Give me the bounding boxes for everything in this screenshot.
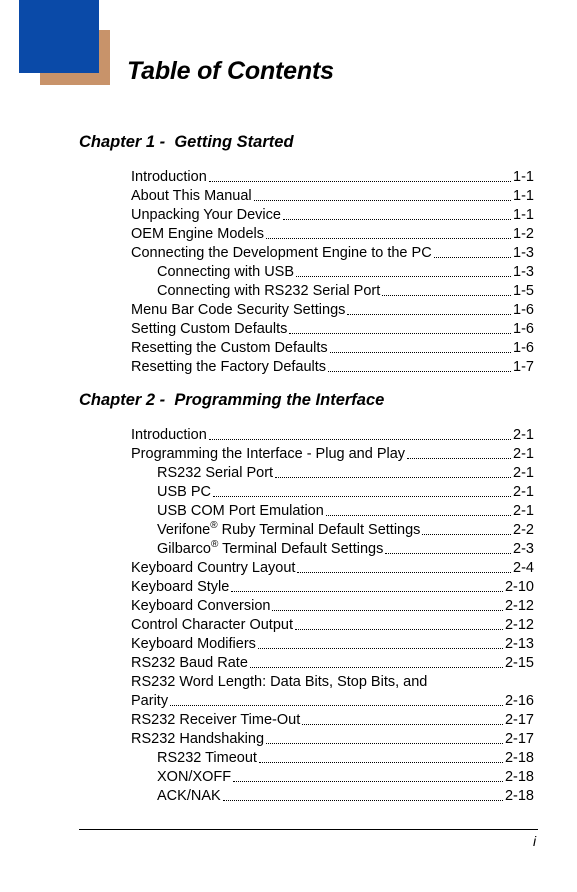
- toc-entry-label-text: RS232 Serial Port: [157, 465, 274, 481]
- toc-entry[interactable]: [131, 225, 534, 244]
- dot-leader: [209, 181, 511, 182]
- toc-entry-label: [157, 502, 324, 521]
- toc-entry-label-text: Menu Bar Code Security Settings: [131, 302, 346, 318]
- dot-leader: [223, 800, 503, 801]
- toc-entry-label-text: ACK/NAK: [157, 788, 221, 804]
- toc-entry-label-text: Connecting the Development Engine to the PC: [131, 245, 432, 261]
- toc-entry[interactable]: [131, 502, 534, 521]
- toc-entry-label-text: Keyboard Conversion: [131, 598, 271, 614]
- toc-entry-label-text: XON/XOFF: [157, 769, 232, 785]
- toc-entry[interactable]: [131, 320, 534, 339]
- toc-entry-label-text: Introduction: [131, 427, 207, 443]
- toc-entry-label: [157, 787, 221, 806]
- dot-leader: [258, 648, 503, 649]
- toc-entry-page: 2-18: [504, 769, 534, 785]
- toc-entry[interactable]: [131, 749, 534, 768]
- toc-entry[interactable]: [131, 206, 534, 225]
- toc-entry-page: 1-5: [513, 283, 534, 299]
- toc-entry-page: 1-1: [513, 188, 534, 204]
- dot-leader: [272, 610, 503, 611]
- page-number: i: [533, 833, 537, 849]
- toc-entry-label-text: Connecting with USB: [157, 264, 295, 280]
- toc-entry-label: [131, 244, 432, 263]
- toc-entry-label: [131, 578, 229, 597]
- dot-leader: [295, 629, 503, 630]
- toc-entry-label-text: Gilbarco: [157, 541, 211, 557]
- toc-entry-label: [131, 187, 252, 206]
- toc-entry[interactable]: [131, 339, 534, 358]
- toc-entry-label-text: RS232 Baud Rate: [131, 655, 248, 671]
- toc-entry-label-text: Control Character Output: [131, 617, 293, 633]
- toc-entry-page: 2-1: [513, 465, 534, 481]
- toc-entry-label-text: Keyboard Style: [131, 579, 230, 595]
- toc-entry-page: 2-17: [504, 712, 534, 728]
- toc-entry-page: 1-6: [513, 340, 534, 356]
- chapter-1-heading: Chapter 1 - Getting Started: [79, 133, 294, 151]
- dot-leader: [231, 591, 503, 592]
- toc-entry-label-text: RS232 Handshaking: [131, 731, 265, 747]
- dot-leader: [347, 314, 511, 315]
- toc-entry-page: 2-13: [504, 636, 534, 652]
- dot-leader: [213, 496, 511, 497]
- toc-entry-label: [131, 168, 207, 187]
- toc-entry-page: 2-15: [504, 655, 534, 671]
- toc-entry-label: [157, 749, 257, 768]
- toc-entry-label-text: Unpacking Your Device: [131, 207, 281, 223]
- toc-entry-label-text: Programming the Interface - Plug and Play: [131, 446, 406, 462]
- toc-entry-page: 1-3: [513, 245, 534, 261]
- toc-entry-label: [131, 559, 295, 578]
- toc-entry[interactable]: [131, 635, 534, 654]
- dot-leader: [328, 371, 511, 372]
- toc-entry-page: 2-1: [513, 484, 534, 500]
- toc-entry-label: [157, 768, 231, 787]
- toc-entry-label: [131, 635, 256, 654]
- toc-entry-page: 2-16: [504, 693, 534, 709]
- toc-entry-label: [131, 206, 281, 225]
- toc-entry-page: 1-2: [513, 226, 534, 242]
- toc-entry-page: 1-6: [513, 302, 534, 318]
- toc-entry-label-text: Setting Custom Defaults: [131, 321, 288, 337]
- toc-entry-page: 1-1: [513, 207, 534, 223]
- toc-entry-label-text: Terminal Default Settings: [218, 541, 384, 557]
- toc-entry-label: [157, 540, 383, 559]
- dot-leader: [266, 238, 511, 239]
- toc-entry-label: [131, 673, 534, 692]
- toc-entry-label: [157, 521, 420, 540]
- toc-entry-label: [131, 445, 405, 464]
- dot-leader: [407, 458, 511, 459]
- toc-entry[interactable]: [131, 768, 534, 787]
- dot-leader: [266, 743, 503, 744]
- toc-entry[interactable]: [131, 358, 534, 377]
- toc-entry-label-text: Ruby Terminal Default Settings: [217, 522, 421, 538]
- toc-entry-page: 2-18: [504, 788, 534, 804]
- toc-entry-label-text: Resetting the Factory Defaults: [131, 359, 327, 375]
- toc-entry[interactable]: [131, 578, 534, 597]
- dot-leader: [250, 667, 503, 668]
- toc-entry-label-text: Connecting with RS232 Serial Port: [157, 283, 381, 299]
- toc-entry-label-text: RS232 Timeout: [157, 750, 257, 766]
- chapter-1-entries: [131, 168, 534, 377]
- toc-entry-page: 2-12: [504, 617, 534, 633]
- toc-entry-label: [157, 483, 211, 502]
- toc-entry-label-text: Keyboard Modifiers: [131, 636, 256, 652]
- toc-entry-page: 2-1: [513, 446, 534, 462]
- toc-entry[interactable]: [131, 730, 534, 749]
- toc-entry[interactable]: [131, 168, 534, 187]
- toc-entry[interactable]: [131, 244, 534, 263]
- toc-entry-label-text: RS232 Receiver Time-Out: [131, 712, 301, 728]
- toc-entry[interactable]: [131, 187, 534, 206]
- toc-entry-label: [131, 426, 207, 445]
- dot-leader: [326, 515, 511, 516]
- toc-entry-page: 2-3: [513, 541, 534, 557]
- toc-entry-label: [131, 616, 293, 635]
- toc-entry-page: 2-2: [513, 522, 534, 538]
- toc-entry[interactable]: [131, 464, 534, 483]
- toc-entry-page: 2-10: [504, 579, 534, 595]
- toc-entry-label-text: Introduction: [131, 169, 207, 185]
- toc-entry-label: [131, 692, 168, 711]
- dot-leader: [302, 724, 503, 725]
- dot-leader: [275, 477, 511, 478]
- footer-divider: [79, 829, 538, 830]
- toc-entry[interactable]: [131, 673, 534, 692]
- toc-entry[interactable]: [131, 445, 534, 464]
- toc-entry-label: [157, 282, 380, 301]
- dot-leader: [233, 781, 503, 782]
- dot-leader: [385, 553, 511, 554]
- toc-entry-page: 2-1: [513, 427, 534, 443]
- corner-logo-blocks: [0, 0, 110, 90]
- toc-entry-label: [131, 320, 287, 339]
- toc-entry-page: 2-12: [504, 598, 534, 614]
- toc-entry[interactable]: [131, 559, 534, 578]
- toc-entry-label: [131, 711, 300, 730]
- dot-leader: [283, 219, 511, 220]
- toc-entry[interactable]: [131, 263, 534, 282]
- toc-entry[interactable]: [131, 597, 534, 616]
- dot-leader: [289, 333, 511, 334]
- toc-entry[interactable]: [131, 483, 534, 502]
- logo-blue-block: [19, 0, 99, 73]
- toc-entry[interactable]: [131, 616, 534, 635]
- toc-entry-label: [131, 358, 326, 377]
- dot-leader: [382, 295, 511, 296]
- dot-leader: [297, 572, 511, 573]
- toc-entry[interactable]: [131, 711, 534, 730]
- chapter-2-heading: Chapter 2 - Programming the Interface: [79, 391, 385, 409]
- toc-entry[interactable]: [131, 654, 534, 673]
- toc-entry-label-text: Keyboard Country Layout: [131, 560, 296, 576]
- page-title: Table of Contents: [127, 57, 334, 85]
- toc-entry[interactable]: [131, 282, 534, 301]
- toc-entry-page: 2-17: [504, 731, 534, 747]
- toc-entry-label-text: Verifone: [157, 522, 211, 538]
- dot-leader: [209, 439, 511, 440]
- toc-entry-label: [131, 339, 328, 358]
- dot-leader: [254, 200, 511, 201]
- dot-leader: [434, 257, 511, 258]
- dot-leader: [170, 705, 503, 706]
- chapter-2-entries: [131, 426, 534, 806]
- toc-entry-label-text: About This Manual: [131, 188, 252, 204]
- dot-leader: [422, 534, 511, 535]
- toc-entry-label: [131, 225, 264, 244]
- toc-entry-page: 2-1: [513, 503, 534, 519]
- toc-entry[interactable]: [131, 787, 534, 806]
- toc-entry-label-text: Parity: [131, 693, 169, 709]
- toc-entry[interactable]: [131, 301, 534, 320]
- toc-entry-label-text: Resetting the Custom Defaults: [131, 340, 328, 356]
- toc-entry-page: 2-4: [513, 560, 534, 576]
- toc-entry-page: 1-7: [513, 359, 534, 375]
- dot-leader: [330, 352, 511, 353]
- registered-mark: ®: [210, 520, 218, 532]
- dot-leader: [296, 276, 511, 277]
- toc-entry[interactable]: [131, 426, 534, 445]
- toc-entry-page: 1-1: [513, 169, 534, 185]
- toc-entry-label: [131, 597, 270, 616]
- toc-entry[interactable]: [131, 540, 534, 559]
- toc-entry-label-text: USB COM Port Emulation: [157, 503, 324, 519]
- toc-entry-page: 2-18: [504, 750, 534, 766]
- toc-entry[interactable]: [131, 521, 534, 540]
- toc-entry-label: [131, 301, 345, 320]
- toc-entry-page: 1-6: [513, 321, 534, 337]
- toc-entry-label-text: OEM Engine Models: [131, 226, 264, 242]
- toc-entry-label-text: RS232 Word Length: Data Bits, Stop Bits, and: [131, 674, 428, 690]
- toc-entry-label: [157, 464, 273, 483]
- toc-entry-label: [157, 263, 294, 282]
- dot-leader: [259, 762, 503, 763]
- toc-entry-page: 1-3: [513, 264, 534, 280]
- toc-entry-label: [131, 654, 248, 673]
- toc-entry-label-text: USB PC: [157, 484, 211, 500]
- toc-entry-label: [131, 730, 264, 749]
- registered-mark: ®: [211, 539, 219, 551]
- toc-entry[interactable]: [131, 692, 534, 711]
